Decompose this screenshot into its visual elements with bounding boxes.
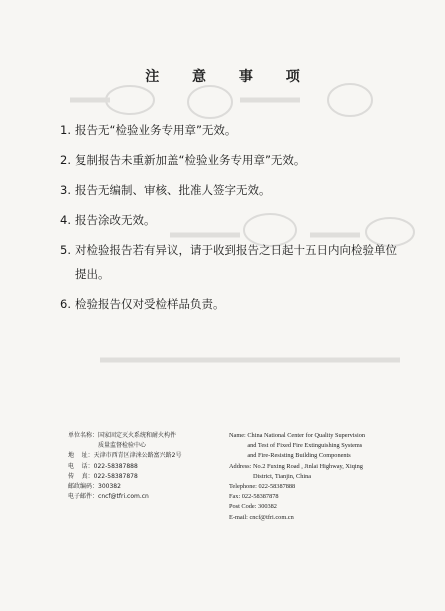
- unit-label: 单位名称：: [68, 432, 99, 439]
- notice-number: 1.: [60, 123, 71, 137]
- name-line3: and Fire-Resisting Building Components: [247, 452, 351, 460]
- notice-number: 2.: [60, 153, 71, 167]
- fax-label-en: Fax:: [229, 493, 242, 501]
- notice-text: 报告无“检验业务专用章”无效。: [75, 123, 237, 137]
- notice-item: [60, 148, 400, 172]
- address-label-en: Address:: [229, 462, 253, 470]
- notice-text: 检验报告仅对受检样品负责。: [75, 297, 225, 311]
- notice-item: [60, 178, 400, 202]
- contact-info-chinese: [68, 431, 228, 502]
- unit-name-line1: 国家固定灭火系统和耐火构件: [98, 432, 177, 439]
- email-label-en: E-mail:: [229, 513, 250, 521]
- notice-item: [60, 238, 400, 286]
- unit-name-line2: 质量监督检验中心: [98, 442, 147, 450]
- notice-number: 4.: [60, 213, 71, 227]
- notice-text: 对检验报告若有异议，请于收到报告之日起十五日内向检验单位提出。: [75, 243, 397, 281]
- postcode-value-en: 300382: [258, 503, 277, 511]
- name-label: Name:: [229, 432, 248, 439]
- contact-row-telephone-en: [229, 482, 439, 492]
- email-label: 电子邮件：: [68, 493, 99, 501]
- address-value: 天津市西青区津涞公路富兴路2号: [93, 452, 182, 460]
- contact-row-postcode-en: [229, 502, 439, 512]
- notice-text: 报告无编制、审核、批准人签字无效。: [75, 183, 271, 197]
- contact-row-postcode: [68, 482, 228, 492]
- contact-row-fax: [68, 472, 228, 482]
- notice-item: [60, 292, 400, 316]
- notice-item: [60, 208, 400, 232]
- contact-row-address-en: [229, 462, 439, 482]
- contact-row-email-en: [229, 513, 439, 523]
- notice-number: 5.: [60, 243, 71, 257]
- contact-row-phone: [68, 462, 228, 472]
- contact-row-email: [68, 492, 228, 502]
- notice-text: 复制报告未重新加盖“检验业务专用章”无效。: [75, 153, 306, 167]
- name-line1: China National Center for Quality Supervision: [247, 432, 366, 439]
- name-line2: and Test of Fixed Fire Extinguishing Systems: [247, 442, 363, 450]
- phone-value: 022-58387888: [93, 462, 138, 470]
- postcode-label: 邮政编码：: [68, 483, 99, 491]
- postcode-value: 300382: [98, 483, 121, 491]
- notice-number: 3.: [60, 183, 71, 197]
- fax-value-en: 022-58387878: [241, 493, 279, 501]
- contact-row-address: [68, 451, 228, 461]
- contact-row-unit: [68, 431, 228, 451]
- contact-row-fax-en: [229, 492, 439, 502]
- notice-list: [60, 118, 400, 322]
- page-title: 注 意 事 项: [145, 69, 314, 85]
- email-value: cncf@tfri.com.cn: [98, 493, 149, 501]
- email-value-en: cncf@tfri.com.cn: [249, 513, 294, 521]
- contact-info-english: [229, 431, 439, 523]
- fax-value: 022-58387878: [93, 472, 138, 480]
- notice-number: 6.: [60, 297, 71, 311]
- notice-text: 报告涂改无效。: [75, 213, 156, 227]
- fax-label: 传 真：: [68, 472, 94, 480]
- address-line1-en: No.2 Fuxing Road , Jinlai Highway, Xiqing: [252, 462, 363, 470]
- address-line2-en: District, Tianjin, China: [252, 472, 312, 480]
- contact-row-name: [229, 431, 439, 462]
- phone-label: 电 话：: [68, 462, 94, 470]
- postcode-label-en: Post Code:: [229, 503, 259, 511]
- telephone-value-en: 022-58387888: [258, 483, 296, 491]
- telephone-label-en: Telephone:: [229, 483, 259, 491]
- address-label: 地 址：: [68, 452, 94, 460]
- notice-item: [60, 118, 400, 142]
